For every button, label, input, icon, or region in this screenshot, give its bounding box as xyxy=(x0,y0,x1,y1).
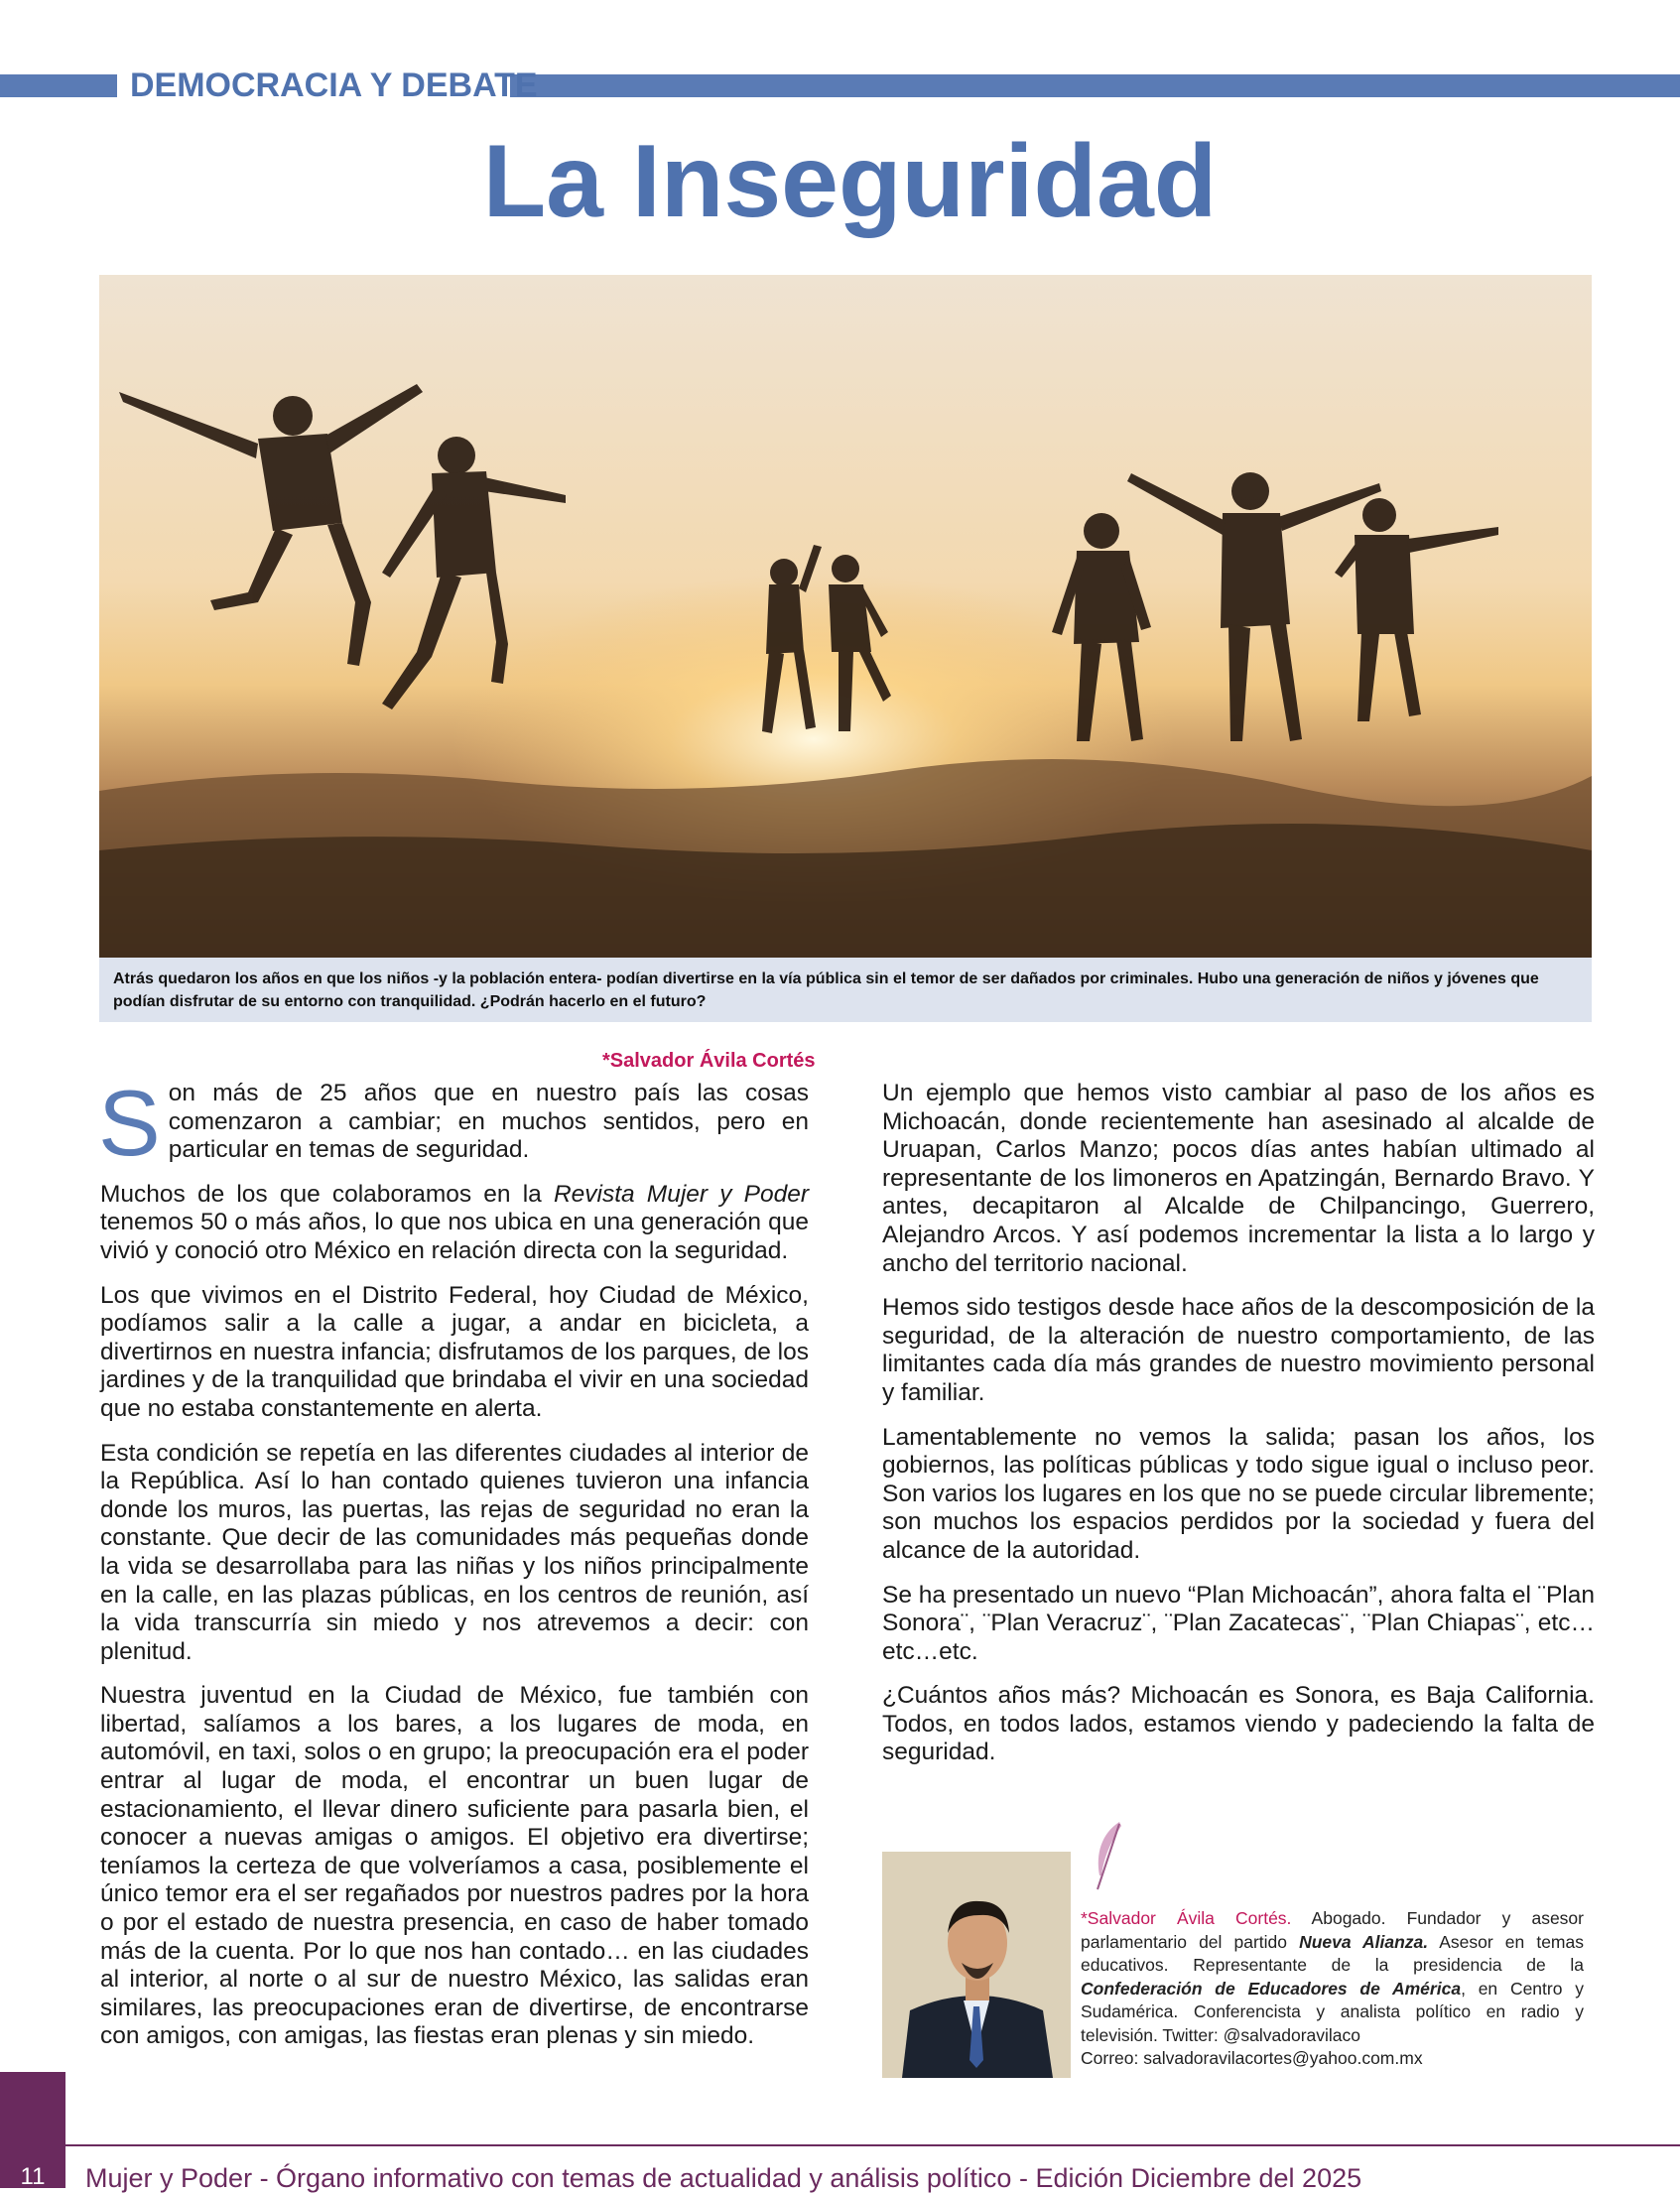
magazine-name: Revista Mujer y Poder xyxy=(553,1180,809,1208)
paragraph-5: Nuestra juventud en la Ciudad de México, fue también con libertad, salíamos a los bares, a los lugares de moda, en automóvil, en taxi, solos o en grupo; la preocupación era el poder entrar al lugar de moda, el encontrar un buen lugar de estacionamiento, el llevar dinero suficiente para pasarla bien, el conocer a nuevas amigas o amigos. El objetivo era divertirse; teníamos la certeza de que volveríamos a casa, posiblemente el único temor era el ser regañados por nuestros padres por la hora o por el estado de nuestra presencia, en caso de haber tomado más de la cuenta. Por lo que nos han contado… en las ciudades al interior, al norte o al sur de nuestro México, las salidas eran similares, las preocupaciones eran de divertirse, de encontrarse con amigos, con amigas, las fiestas eran plenas y sin miedo. xyxy=(100,1682,809,2050)
author-photo xyxy=(882,1852,1071,2078)
article-title: La Inseguridad xyxy=(482,124,1218,239)
paragraph-2-end: tenemos 50 o más años, lo que nos ubica en una generación que vivió y conoció otro México en relación directa con la seguridad. xyxy=(100,1209,809,1264)
hero-photo xyxy=(99,275,1592,958)
byline: *Salvador Ávila Cortés xyxy=(602,1050,816,1072)
article-column-left xyxy=(98,1071,809,2067)
page-number: 11 xyxy=(20,2163,46,2190)
paragraph-4: Esta condición se repetía en las diferentes ciudades al interior de la República. Así lo han contado quienes tuvieron una infancia donde los muros, las puertas, las rejas de seguridad no eran la constante. Que decir de las comunidades más pequeñas donde la vida se desarrollaba para las niñas y los niños principalmente en la calle, en las plazas públicas, en los centros de reunión, así la vida transcurría sin miedo y nos atrevemos a decir: con plenitud. xyxy=(100,1439,809,1665)
organization-name: Confederación de Educadores de América xyxy=(1081,1978,1462,1999)
paragraph-1 xyxy=(98,1071,809,1175)
paragraph-9: Se ha presentado un nuevo “Plan Michoacán”, ahora falta el ¨Plan Sonora¨, ¨Plan Veracruz¨, ¨Plan Zacatecas¨, ¨Plan Chiapas¨, etc…etc…etc. xyxy=(882,1581,1595,1665)
section-label: DEMOCRACIA Y DEBATE xyxy=(130,66,538,104)
footer-rule xyxy=(0,2144,1680,2146)
author-bio xyxy=(1081,1907,1584,2071)
paragraph-7: Hemos sido testigos desde hace años de la descomposición de la seguridad, de la alteración de nuestro comportamiento, de las limitantes cada día más grandes de nuestro movimiento personal y familiar. xyxy=(882,1294,1595,1406)
paragraph-8: Lamentablemente no vemos la salida; pasan los años, los gobiernos, las políticas públicas y todo sigue igual o incluso peor. Son varios los lugares en los que no se puede circular libremente; son muchos los espacios perdidos por la sociedad y fuera del alcance de la autoridad. xyxy=(882,1423,1595,1564)
feather-icon xyxy=(1092,1820,1125,1896)
bio-text-3: , en Centro y Sudamérica. Conferencista y analista político en radio y televisión. Twitter: @salvadoravilaco xyxy=(1081,1978,1584,2045)
drop-cap: S xyxy=(98,1071,161,1175)
party-name: Nueva Alianza. xyxy=(1299,1931,1429,1952)
section-bar-right xyxy=(510,74,1680,97)
paragraph-2 xyxy=(100,1181,809,1266)
bio-text-2: Asesor en temas educativos. Representante de la presidencia de la xyxy=(1081,1931,1584,1975)
author-name: *Salvador Ávila Cortés. xyxy=(1081,1908,1292,1928)
section-bar-left xyxy=(0,74,117,97)
footer-text: Mujer y Poder - Órgano informativo con temas de actualidad y análisis político - Edición Diciembre del 2025 xyxy=(85,2163,1362,2193)
article-column-right xyxy=(882,1080,1595,1783)
photo-caption: Atrás quedaron los años en que los niños -y la población entera- podían divertirse en la vía pública sin el temor de ser dañados por criminales. Hubo una generación de niños y jóvenes que podían disfrutar de su entorno con tranquilidad. ¿Podrán hacerlo en el futuro? xyxy=(99,958,1592,1022)
paragraph-3: Los que vivimos en el Distrito Federal, hoy Ciudad de México, podíamos salir a la calle a jugar, a andar en bicicleta, a divertirnos en nuestra infancia; disfrutamos de los parques, de los jardines y de la tranquilidad que brindaba el vivir en una sociedad que no estaba constantemente en alerta. xyxy=(100,1281,809,1422)
author-email: Correo: salvadoravilacortes@yahoo.com.mx xyxy=(1081,2048,1423,2068)
paragraph-6: Un ejemplo que hemos visto cambiar al paso de los años es Michoacán, donde recientemente han asesinado al alcalde de Uruapan, Carlos Manzo; pocos días antes habían ultimado al representante de los limoneros en Apatzingán, Bernardo Bravo. Y antes, decapitaron al Alcalde de Chilpancingo, Guerrero, Alejandro Arcos. Y así podemos incrementar la lista a lo largo y ancho del territorio nacional. xyxy=(882,1080,1595,1277)
bio-text-1: Abogado. Fundador y asesor parlamentario del partido xyxy=(1081,1908,1584,1952)
paragraph-10: ¿Cuántos años más? Michoacán es Sonora, es Baja California. Todos, en todos lados, estamos viendo y padeciendo la falta de seguridad. xyxy=(882,1682,1595,1766)
paragraph-2-start: Muchos de los que colaboramos en la xyxy=(100,1180,554,1208)
paragraph-1-text: on más de 25 años que en nuestro país las cosas comenzaron a cambiar; en muchos sentidos, pero en particular en temas de seguridad. xyxy=(168,1080,809,1164)
